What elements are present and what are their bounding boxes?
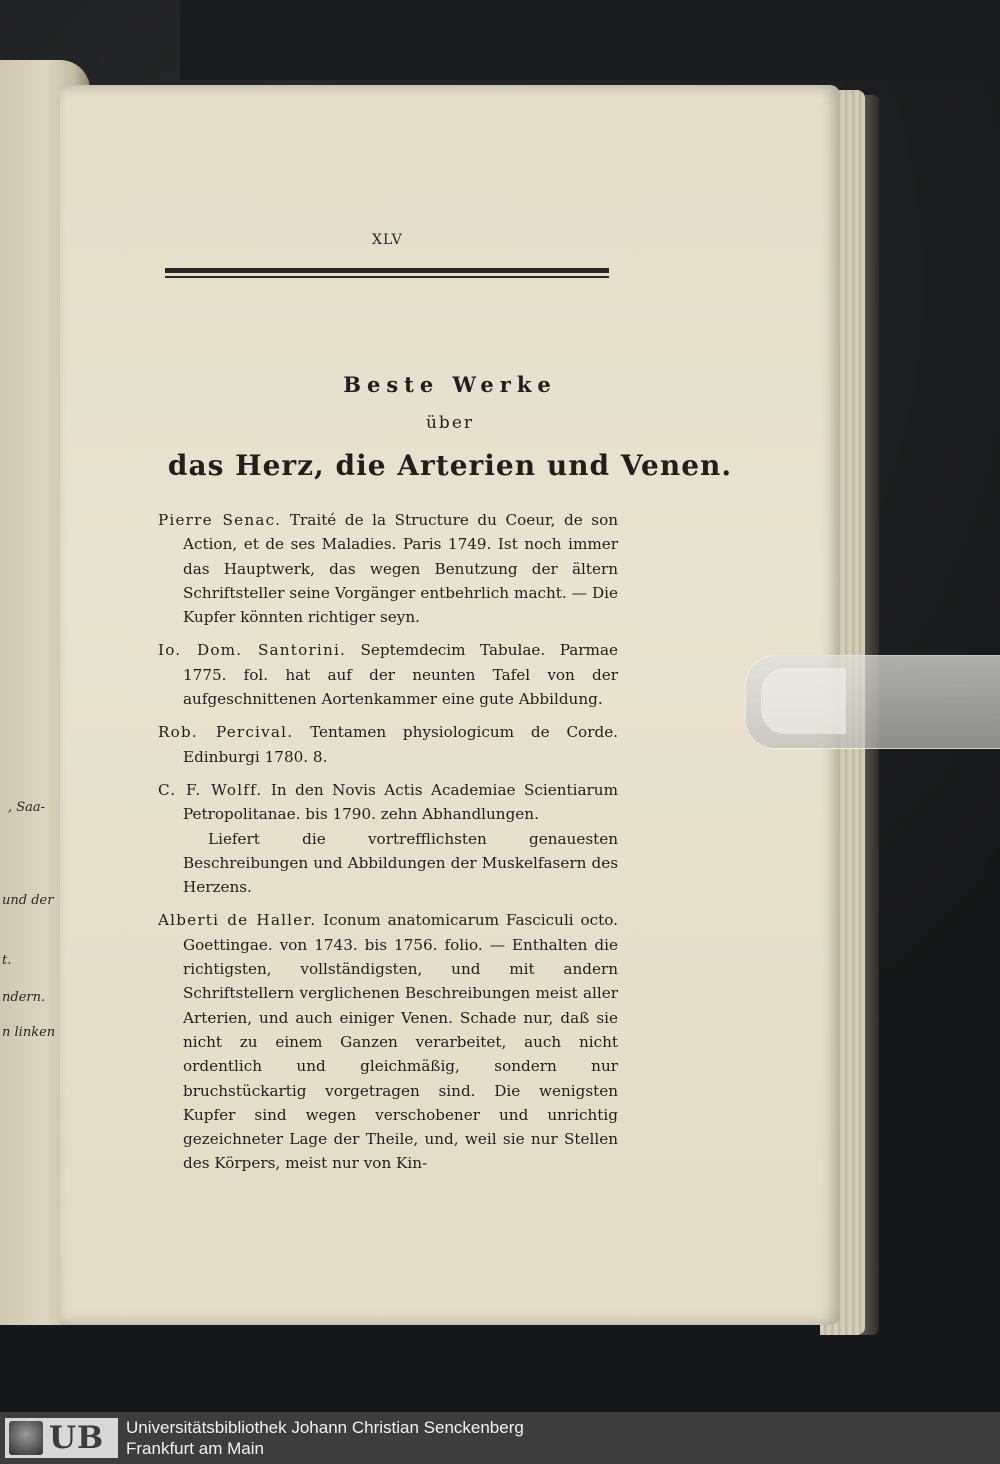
entry-author: C. F. Wolff. xyxy=(158,780,263,799)
bibliography-entry xyxy=(158,508,618,629)
entry-text: Tentamen physiologicum de Corde. Edinburgi 1780. 8. xyxy=(183,723,619,766)
entry-text: Septemdecim Tabulae. Parmae 1775. fol. hat auf der neunten Tafel von der aufgeschnittenen Aortenkammer eine gute Abbildung. xyxy=(183,641,618,709)
footer-bar xyxy=(0,1412,1000,1464)
left-page-fragment: und der xyxy=(2,893,54,908)
title-line-1: Beste Werke xyxy=(343,372,557,397)
entry-author: Pierre Senac. xyxy=(158,511,282,529)
library-name: Universitätsbibliothek Johann Christian Senckenberg xyxy=(126,1418,524,1437)
entry-text: Traité de la Structure du Coeur, de son Action, et de ses Maladies. Paris 1749. Ist noch immer das Hauptwerk, das wegen Benutzung der ältern Schriftsteller seine Vorgänger entbehrlich macht. — Die Kupfer könnten richtiger seyn. xyxy=(183,511,618,627)
library-location: Frankfurt am Main xyxy=(126,1439,264,1458)
ub-logo-text: UB xyxy=(49,1420,105,1456)
plastic-page-clip xyxy=(745,655,1000,749)
ub-logo[interactable] xyxy=(5,1418,118,1458)
bibliography-entry xyxy=(158,908,618,1175)
book-cover-top xyxy=(180,0,1000,80)
entry-text: In den Novis Actis Academiae Scientiarum Petropolitanae. bis 1790. zehn Abhandlungen. xyxy=(183,780,618,824)
left-page-fragment: , Saa- xyxy=(8,800,46,815)
bibliography-entry xyxy=(158,778,618,899)
bibliography-entry xyxy=(158,720,618,769)
title-line-3: das Herz, die Arterien und Venen. xyxy=(167,449,733,482)
entry-author: Alberti de Haller. xyxy=(158,911,317,930)
plastic-clip-highlight xyxy=(761,668,846,734)
entry-text: Iconum anatomicarum Fasciculi octo. Goettingae. von 1743. bis 1756. folio. — Enthalten die richtigsten, vollständigsten, und mit andern Schriftstellern verglichenen Beschreibungen meist aller Arterien, und auch einiger Venen. Schade nur, daß sie nicht zu einem Ganzen verarbeitet, auch nicht ordentlich und gleichmäßig, sondern nur bruchstückartig vorgetragen sind. Die wenigsten Kupfer sind wegen verschobener und unrichtig gezeichneter Lage der Theile, und, weil sie nur Stellen des Körpers, meist nur von Kin- xyxy=(183,911,618,1173)
left-page-fragment: ndern. xyxy=(2,990,46,1005)
bibliography-entry xyxy=(158,638,618,711)
left-page-fragment: n linken xyxy=(2,1025,56,1040)
header-rule-thick xyxy=(165,268,609,273)
entry-author: Io. Dom. Santorini. xyxy=(158,641,347,660)
left-page-fragment: t. xyxy=(2,953,12,968)
page-number: XLV xyxy=(372,232,403,248)
entry-author: Rob. Percival. xyxy=(158,723,294,742)
bibliography-list xyxy=(158,508,618,1185)
portrait-icon xyxy=(9,1421,43,1455)
title-line-2: über xyxy=(425,413,475,433)
header-rule-thin xyxy=(165,276,609,278)
entry-note: Liefert die vortrefflichsten genauesten Beschreibungen und Abbildungen der Muskelfasern des Herzens. xyxy=(183,829,618,897)
